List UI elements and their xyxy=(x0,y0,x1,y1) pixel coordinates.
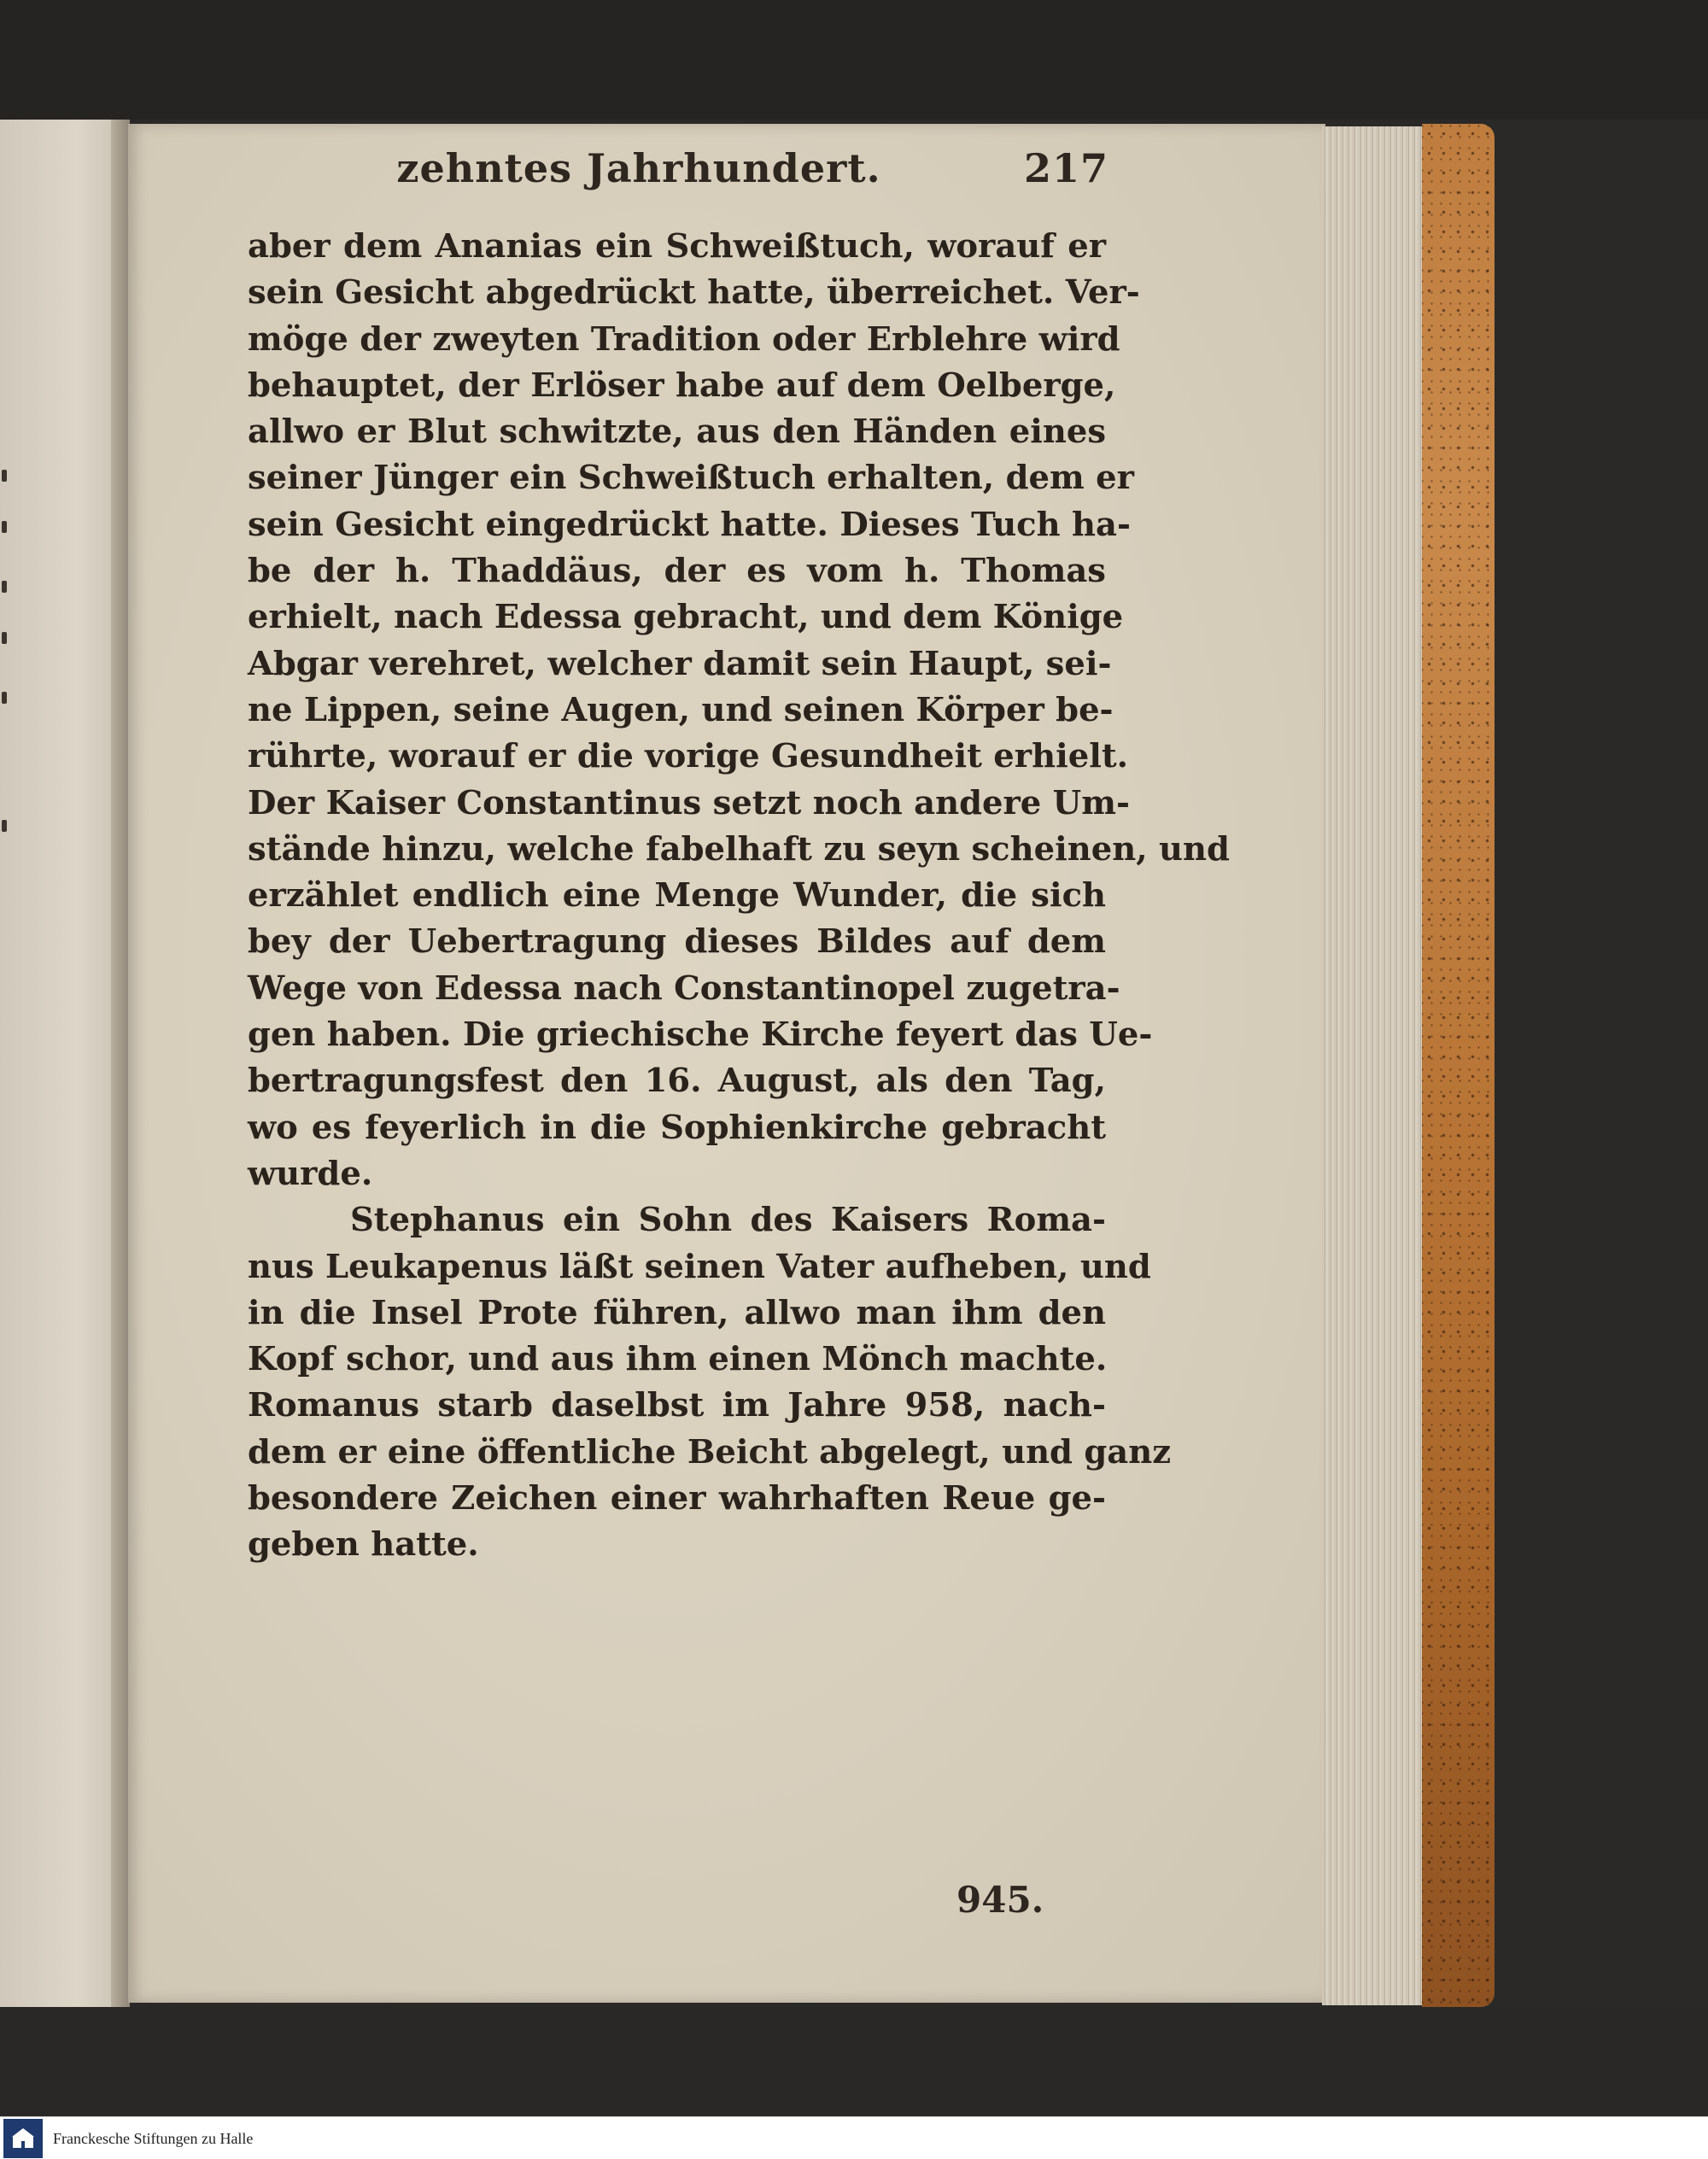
text-line: stände hinzu, welche fabelhaft zu seyn scheinen, und xyxy=(248,829,1230,869)
running-head-title: zehntes Jahrhundert. xyxy=(396,145,881,191)
text-line: sein Gesicht eingedrückt hatte. Dieses Tuch ha- xyxy=(248,505,1131,544)
text-line: allwo er Blut schwitzte, aus den Händen eines xyxy=(248,412,1106,452)
text-line: möge der zweyten Tradition oder Erblehre wird xyxy=(248,319,1120,359)
page-number: 217 xyxy=(1023,145,1108,191)
text-line: Romanus starb daselbst im Jahre 958, nach- xyxy=(248,1386,1106,1425)
text-line: Wege von Edessa nach Constantinopel zugetra- xyxy=(248,968,1120,1008)
facing-page-left xyxy=(0,120,128,2007)
institution-name[interactable]: Franckesche Stiftungen zu Halle xyxy=(53,2129,254,2147)
text-line: besondere Zeichen einer wahrhaften Reue ge- xyxy=(248,1479,1106,1518)
text-line: behauptet, der Erlöser habe auf dem Oelberge, xyxy=(248,366,1116,405)
text-line: wurde. xyxy=(248,1154,373,1193)
text-line: be der h. Thaddäus, der es vom h. Thomas xyxy=(248,552,1106,591)
text-line: seiner Jünger ein Schweißtuch erhalten, dem er xyxy=(248,459,1134,498)
facing-page-text-edge xyxy=(2,120,10,2007)
page-edges xyxy=(1322,126,1424,2005)
text-line: Stephanus ein Sohn des Kaisers Roma- xyxy=(350,1201,1106,1240)
year-marginal-note: 945. xyxy=(956,1879,1044,1921)
text-line: dem er eine öffentliche Beicht abgelegt, und ganz xyxy=(248,1432,1172,1472)
cover-speckle xyxy=(1422,124,1494,2007)
text-line: rührte, worauf er die vorige Gesundheit erhielt. xyxy=(248,737,1129,776)
text-line: Der Kaiser Constantinus setzt noch andere Um- xyxy=(248,783,1130,822)
text-line: erzählet endlich eine Menge Wunder, die sich xyxy=(248,876,1106,916)
page-text xyxy=(248,224,1230,1569)
text-line: ne Lippen, seine Augen, und seinen Körper be- xyxy=(248,690,1114,729)
text-line: Abgar verehret, welcher damit sein Haupt, sei- xyxy=(248,644,1112,683)
background-bottom xyxy=(0,2007,1708,2116)
book-cover-edge xyxy=(1422,124,1494,2007)
footer-bar xyxy=(0,2116,1708,2159)
text-line: wo es feyerlich in die Sophienkirche gebracht xyxy=(248,1108,1106,1147)
text-line: geben hatte. xyxy=(248,1525,479,1565)
text-line: Kopf schor, und aus ihm einen Mönch machte. xyxy=(248,1340,1108,1379)
text-line: bey der Uebertragung dieses Bildes auf dem xyxy=(248,922,1106,962)
text-line: in die Insel Prote führen, allwo man ihm den xyxy=(248,1293,1106,1332)
background-top xyxy=(0,0,1708,120)
text-line: erhielt, nach Edessa gebracht, und dem Könige xyxy=(248,598,1124,637)
text-line: aber dem Ananias ein Schweißtuch, worauf er xyxy=(248,227,1106,266)
institution-logo-icon xyxy=(3,2119,43,2158)
text-line: sein Gesicht abgedrückt hatte, überreichet. Ver- xyxy=(248,273,1140,313)
text-line: gen haben. Die griechische Kirche feyert das Ue- xyxy=(248,1015,1153,1055)
book-gutter xyxy=(111,120,130,2007)
text-line: nus Leukapenus läßt seinen Vater aufheben, und xyxy=(248,1247,1151,1286)
text-line: bertragungsfest den 16. August, als den Tag, xyxy=(248,1062,1106,1101)
